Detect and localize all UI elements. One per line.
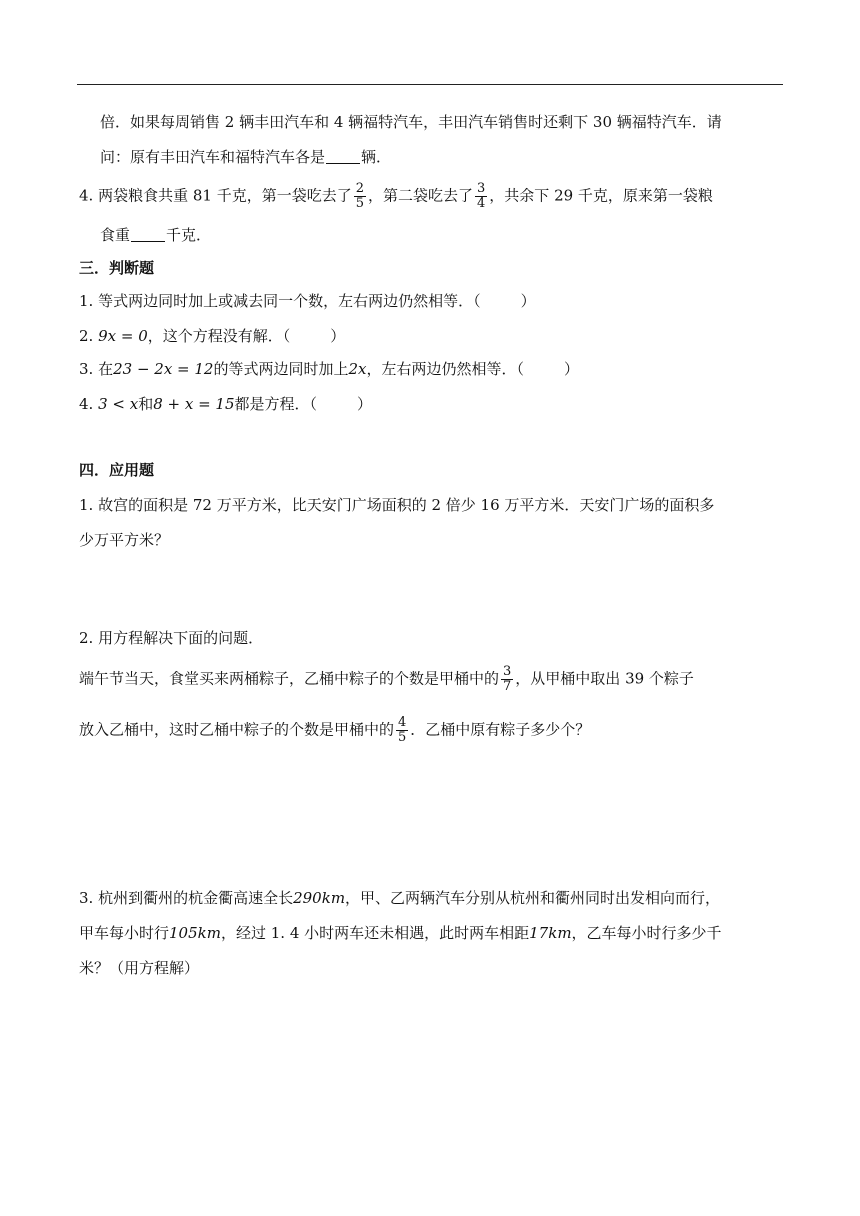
apply-q3-line2 xyxy=(79,923,722,943)
judge-q3-prefix: 3. 在 xyxy=(79,360,114,378)
apply-q2-line2 xyxy=(79,716,590,745)
fraction-3-7 xyxy=(501,665,513,694)
apply-q3-line2-after: ，乙车每小时行多少千 xyxy=(571,924,722,942)
fill-q4-part1: 4. 两袋粮食共重 81 千克，第一袋吃去了 xyxy=(79,186,352,205)
answer-blank[interactable] xyxy=(326,149,360,164)
fraction-3-4 xyxy=(475,182,487,211)
fill-q3-text-after: 辆． xyxy=(361,148,392,166)
judge-q3-mid: 的等式两边同时加上 xyxy=(213,360,349,378)
judge-q3-close: ） xyxy=(564,360,580,378)
apply-q3-line1-after: ，甲、乙两辆汽车分别从杭州和衢州同时出发相向而行， xyxy=(345,889,721,907)
apply-heading: 四．应用题 xyxy=(79,461,155,479)
speed-value: 105km xyxy=(169,924,221,942)
fraction-denominator: 7 xyxy=(503,679,512,694)
fill-q4-part3: ，共余下 29 千克，原来第一袋粮 xyxy=(489,186,713,205)
apply-q3-line2-mid: ，经过 1. 4 小时两车还未相遇，此时两车相距 xyxy=(220,924,530,942)
inequality: 3 < x xyxy=(98,395,139,413)
equation: 8 + x = 15 xyxy=(153,395,235,413)
equation: 23 − 2x = 12 xyxy=(113,360,214,378)
judge-heading: 三．判断题 xyxy=(79,259,155,277)
apply-q3-line2-before: 甲车每小时行 xyxy=(79,924,170,942)
judge-q4-close: ） xyxy=(357,395,373,413)
apply-q3-line1 xyxy=(79,888,720,908)
judge-q4-text: 都是方程．（ xyxy=(234,395,318,413)
fill-q4-line1 xyxy=(79,182,713,211)
judge-q3 xyxy=(79,359,579,379)
apply-q3-line1-before: 3. 杭州到衢州的杭金衢高速全长 xyxy=(79,889,294,907)
judge-q4-mid: 和 xyxy=(138,395,154,413)
judge-q4 xyxy=(79,394,372,414)
judge-q4-prefix: 4. xyxy=(79,395,94,413)
fraction-2-5 xyxy=(354,182,366,211)
fraction-numerator: 3 xyxy=(503,664,512,679)
judge-q1-close: ） xyxy=(520,292,536,310)
fill-q3-line1: 倍．如果每周销售 2 辆丰田汽车和 4 辆福特汽车，丰田汽车销售时还剩下 30 辆福特汽车．请 xyxy=(100,113,722,131)
fill-q3-line2 xyxy=(100,147,391,167)
fill-q4-text-after: 千克． xyxy=(166,226,212,244)
answer-blank[interactable] xyxy=(131,227,165,242)
equation: 9x = 0 xyxy=(98,327,148,345)
judge-q2-text: ，这个方程没有解．（ xyxy=(147,327,291,345)
fraction-numerator: 2 xyxy=(355,181,364,196)
distance-value: 290km xyxy=(293,889,346,907)
fraction-denominator: 4 xyxy=(477,196,486,211)
fraction-4-5 xyxy=(396,716,408,745)
apply-q2-line1-after: ，从甲桶中取出 39 个粽子 xyxy=(515,669,694,688)
judge-q1 xyxy=(79,291,536,311)
fraction-denominator: 5 xyxy=(398,730,407,745)
judge-q2 xyxy=(79,326,345,346)
apply-q1-line1: 1. 故宫的面积是 72 万平方米，比天安门广场面积的 2 倍少 16 万平方米．天安门广场的面积多 xyxy=(79,496,715,514)
fill-q3-text-before: 问：原有丰田汽车和福特汽车各是 xyxy=(100,148,326,166)
apply-q2-line2-after: ．乙桶中原有粽子多少个？ xyxy=(410,720,591,739)
expression: 2x xyxy=(348,360,367,378)
fraction-denominator: 5 xyxy=(355,196,364,211)
apply-q2-line1-before: 端午节当天，食堂买来两桶粽子，乙桶中粽子的个数是甲桶中的 xyxy=(79,669,500,688)
apply-q3-line3: 米？（用方程解） xyxy=(79,959,200,977)
apply-q2-line2-before: 放入乙桶中，这时乙桶中粽子的个数是甲桶中的 xyxy=(79,720,395,739)
judge-q3-text: ，左右两边仍然相等．（ xyxy=(366,360,525,378)
header-rule xyxy=(77,84,783,85)
judge-q2-prefix: 2. xyxy=(79,327,94,345)
apply-q2-title: 2. 用方程解决下面的问题． xyxy=(79,629,264,647)
judge-q1-text: 1. 等式两边同时加上或减去同一个数，左右两边仍然相等．（ xyxy=(79,292,481,310)
distance-value: 17km xyxy=(529,924,572,942)
judge-q2-close: ） xyxy=(330,327,346,345)
fill-q4-part2: ，第二袋吃去了 xyxy=(368,186,474,205)
fraction-numerator: 4 xyxy=(398,715,407,730)
fraction-numerator: 3 xyxy=(477,181,486,196)
apply-q1-line2: 少万平方米？ xyxy=(79,531,170,549)
apply-q2-line1 xyxy=(79,665,694,694)
fill-q4-line2 xyxy=(100,225,211,245)
fill-q4-text-before: 食重 xyxy=(100,226,131,244)
